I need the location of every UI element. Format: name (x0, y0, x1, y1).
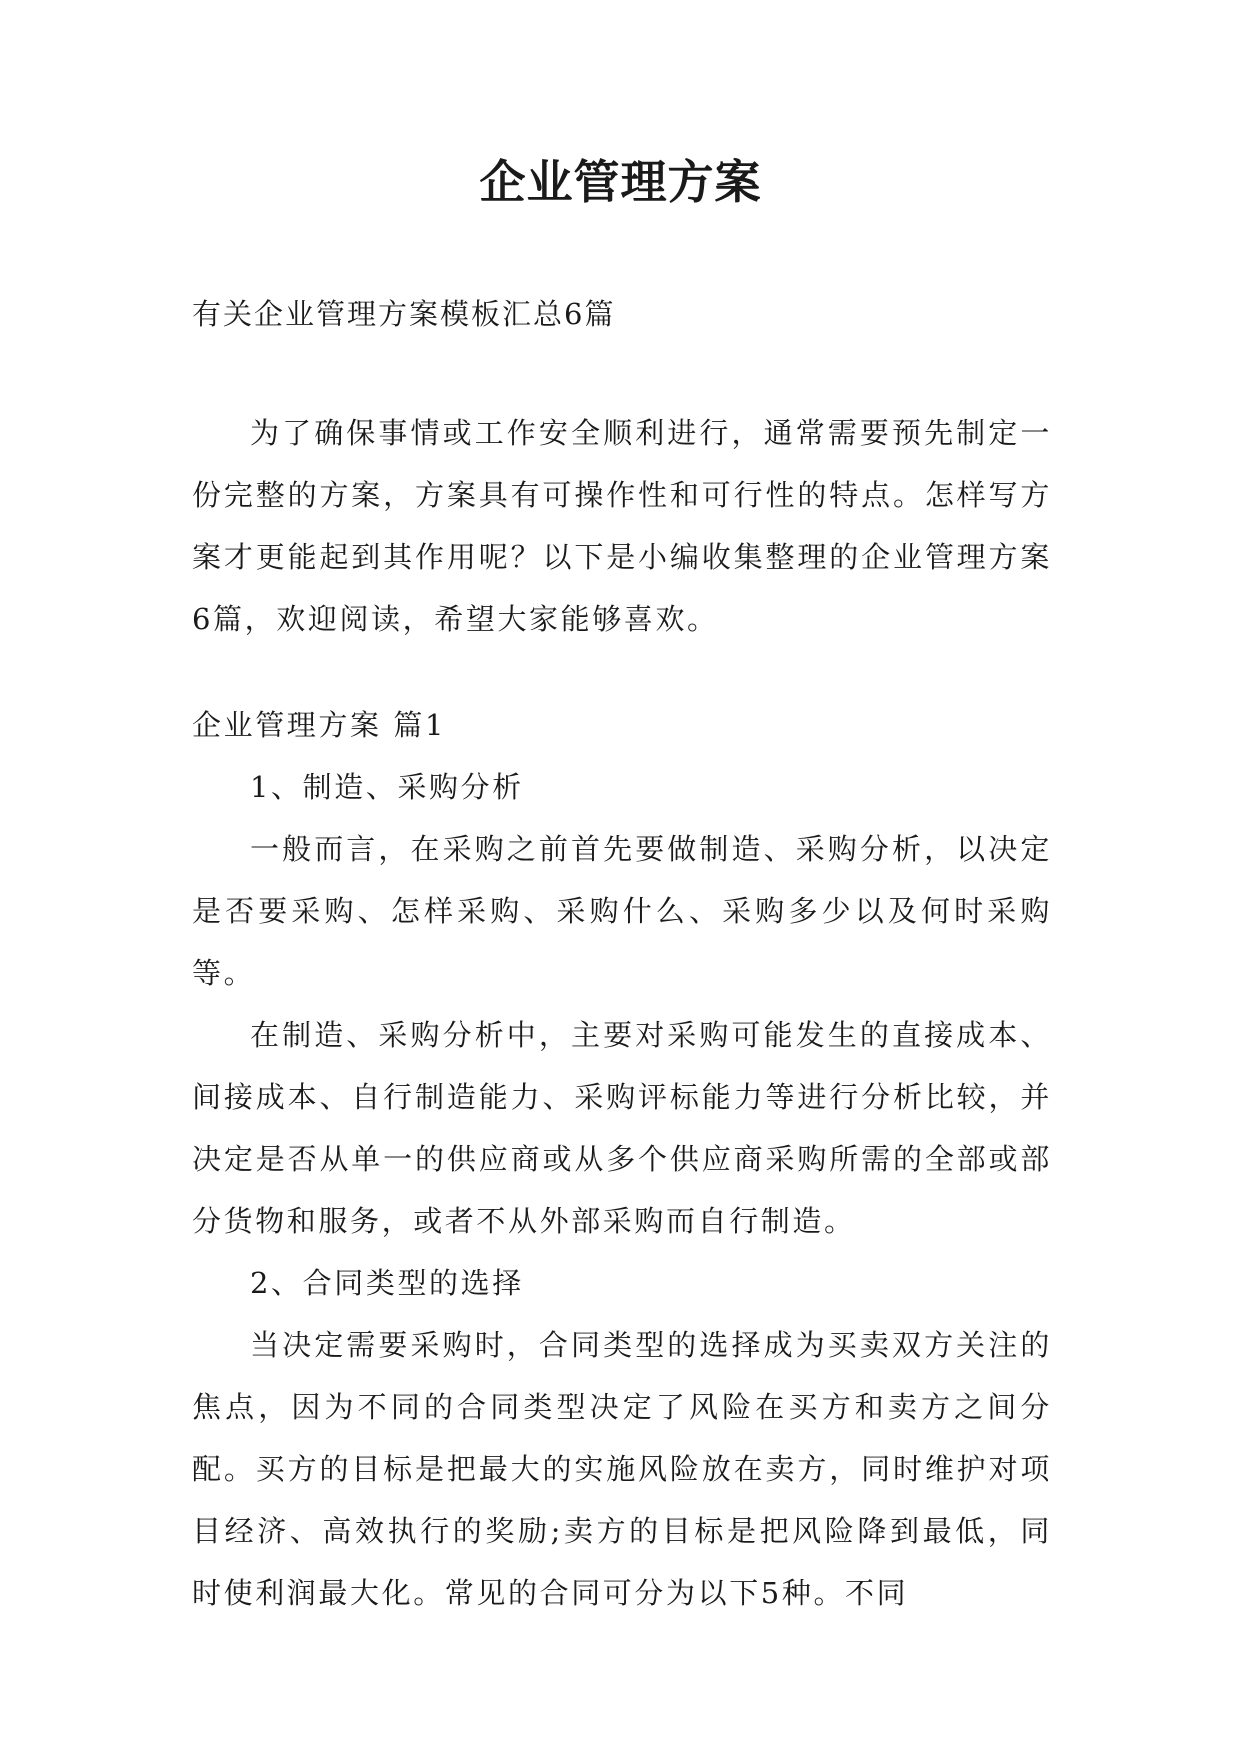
intro-block (192, 402, 1052, 650)
section-heading: 企业管理方案 篇1 (192, 708, 447, 742)
paragraph-2: 一般而言，在采购之前首先要做制造、采购分析，以决定是否要采购、怎样采购、采购什么、采购多少以及何时采购等。 (192, 832, 1052, 990)
paragraph-1: 1、制造、采购分析 (250, 770, 524, 804)
document-title: 企业管理方案 (479, 155, 762, 209)
paragraph-3: 在制造、采购分析中，主要对采购可能发生的直接成本、间接成本、自行制造能力、采购评标能力等进行分析比较，并决定是否从单一的供应商或从多个供应商采购所需的全部或部分货物和服务，或者不从外部采购而自行制造。 (192, 1018, 1052, 1238)
paragraph-5: 当决定需要采购时，合同类型的选择成为买卖双方关注的焦点，因为不同的合同类型决定了风险在买方和卖方之间分配。买方的目标是把最大的实施风险放在卖方，同时维护对项目经济、高效执行的奖励;卖方的目标是把风险降到最低，同时使利润最大化。常见的合同可分为以下5种。不同 (192, 1328, 1052, 1610)
document-subtitle: 有关企业管理方案模板汇总6篇 (192, 297, 616, 331)
paragraph-4: 2、合同类型的选择 (250, 1266, 524, 1300)
intro-paragraph: 为了确保事情或工作安全顺利进行，通常需要预先制定一份完整的方案，方案具有可操作性和可行性的特点。怎样写方案才更能起到其作用呢？以下是小编收集整理的企业管理方案6篇，欢迎阅读，希望大家能够喜欢。 (192, 416, 1052, 636)
section-block (192, 694, 1052, 1624)
